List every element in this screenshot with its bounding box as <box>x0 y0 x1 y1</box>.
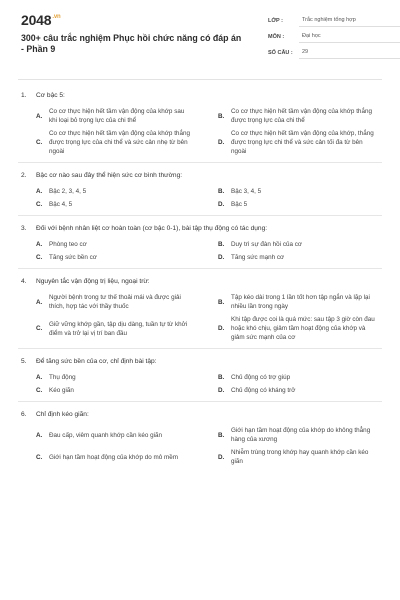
option-text: Co cơ thực hiện hết tầm vận động của khớp thắng được trọng lực của chi thể <box>231 108 372 124</box>
option-list <box>18 105 382 158</box>
question-head <box>18 171 382 180</box>
meta-value: 29 <box>299 49 400 59</box>
option-text: Tăng sức bền cơ <box>49 254 97 261</box>
option-c[interactable] <box>18 446 200 468</box>
option-text: Kéo giãn <box>49 387 74 394</box>
question-text: Chỉ định kéo giãn: <box>36 411 89 418</box>
option-text: Khi tập được coi là quá mức: sau tập 3 giờ còn đau hoặc khó chịu, giảm tầm hoạt động của khớp và giảm sức mạnh của cơ <box>231 316 375 341</box>
meta-row-subject <box>268 27 400 43</box>
option-c[interactable] <box>18 198 200 211</box>
question-head <box>18 224 382 233</box>
option-text: Bậc 5 <box>231 201 248 208</box>
question-number: 1. <box>21 92 27 99</box>
option-letter: A. <box>36 241 43 248</box>
question-3 <box>18 216 382 269</box>
question-number: 5. <box>21 358 27 365</box>
option-a[interactable] <box>18 105 200 127</box>
option-b[interactable] <box>200 105 382 127</box>
option-text: Bậc 3, 4, 5 <box>231 188 262 195</box>
option-text: Giới hạn tầm hoạt động của khớp do không thẳng hàng của xương <box>231 427 371 443</box>
question-head <box>18 410 382 419</box>
question-head <box>18 357 382 366</box>
option-list <box>18 185 382 211</box>
meta-info <box>268 11 400 59</box>
option-text: Bậc 2, 3, 4, 5 <box>49 188 87 195</box>
option-b[interactable] <box>200 291 382 313</box>
question-4 <box>18 269 382 349</box>
meta-label: SỐ CÂU : <box>268 50 293 56</box>
option-d[interactable] <box>200 198 382 211</box>
option-c[interactable] <box>18 384 200 397</box>
option-d[interactable] <box>200 127 382 158</box>
option-text: Nhiễm trùng trong khớp hay quanh khớp cần kéo giãn <box>231 449 369 465</box>
logo-main: 2048 <box>21 12 52 28</box>
option-text: Phòng teo cơ <box>49 241 87 248</box>
option-list <box>18 371 382 397</box>
option-letter: B. <box>218 188 225 195</box>
option-letter: A. <box>36 431 43 439</box>
option-letter: B. <box>218 374 225 381</box>
option-letter: B. <box>218 241 225 248</box>
logo-suffix: .vn <box>52 14 61 20</box>
option-text: Duy trì sự đàn hồi của cơ <box>231 241 302 248</box>
option-list <box>18 424 382 468</box>
option-text: Chủ động có kháng trở <box>231 387 296 394</box>
option-letter: B. <box>218 112 225 120</box>
option-letter: B. <box>218 431 225 439</box>
option-text: Đau cấp, viêm quanh khớp cần kéo giãn <box>49 431 162 439</box>
option-letter: D. <box>218 453 225 461</box>
question-number: 3. <box>21 225 27 232</box>
option-letter: B. <box>218 298 225 306</box>
meta-value: Đại học <box>299 33 400 43</box>
option-text: Co cơ thực hiện hết tầm vận động của khớp, thắng được trọng lực chi thể và sức cản tối đa từ bên ngoài <box>231 130 374 155</box>
option-a[interactable] <box>18 291 200 313</box>
option-letter: C. <box>36 254 43 261</box>
option-c[interactable] <box>18 251 200 264</box>
question-head <box>18 91 382 100</box>
question-text: Bậc cơ nào sau đây thể hiện sức cơ bình thường: <box>36 172 183 179</box>
option-d[interactable] <box>200 384 382 397</box>
option-text: Co cơ thực hiện hết tầm vận động của khớp thắng được trọng lực của chi thể và sức cản nhẹ từ bên ngoài <box>49 130 190 155</box>
option-b[interactable] <box>200 238 382 251</box>
option-text: Chủ động có trợ giúp <box>231 374 291 381</box>
option-letter: D. <box>218 325 225 332</box>
document-title: 300+ câu trắc nghiệm Phục hồi chức năng có đáp án - Phần 9 <box>21 33 242 54</box>
option-c[interactable] <box>18 313 200 344</box>
meta-label: MÔN : <box>268 34 285 40</box>
question-6 <box>18 402 382 472</box>
question-5 <box>18 349 382 402</box>
option-letter: D. <box>218 254 225 261</box>
option-text: Thụ động <box>49 374 76 381</box>
option-text: Người bệnh trong tư thế thoải mái và được giải thích, hợp tác với thầy thuốc <box>49 294 181 310</box>
option-letter: A. <box>36 188 43 195</box>
option-a[interactable] <box>18 371 200 384</box>
option-d[interactable] <box>200 251 382 264</box>
option-letter: A. <box>36 374 43 381</box>
meta-label: LỚP : <box>268 18 283 24</box>
question-text: Để tăng sức bền của cơ, chỉ định bài tập: <box>36 358 157 365</box>
option-c[interactable] <box>18 127 200 158</box>
option-text: Tăng sức mạnh cơ <box>231 254 285 261</box>
option-b[interactable] <box>200 371 382 384</box>
option-a[interactable] <box>18 238 200 251</box>
option-letter: A. <box>36 298 43 306</box>
meta-value: Trắc nghiệm tổng hợp <box>299 17 400 27</box>
option-text: Tập kéo dài trong 1 lần tốt hơn tập ngắn và lặp lại nhiều lần trong ngày <box>231 294 370 310</box>
option-text: Giới hạn tầm hoạt động của khớp do mô mềm <box>49 453 179 461</box>
question-list <box>18 80 382 472</box>
option-letter: C. <box>36 453 43 461</box>
document-header <box>18 0 382 80</box>
option-letter: D. <box>218 201 225 208</box>
option-b[interactable] <box>200 185 382 198</box>
option-letter: C. <box>36 325 43 332</box>
option-text: Co cơ thực hiện hết tầm vận động của khớp sau khi loại bỏ trọng lực của chi thể <box>49 108 185 124</box>
question-2 <box>18 163 382 216</box>
question-number: 4. <box>21 278 27 285</box>
question-number: 2. <box>21 172 27 179</box>
site-logo[interactable] <box>21 12 60 28</box>
question-head <box>18 277 382 286</box>
question-text: Cơ bậc 5: <box>36 92 65 99</box>
question-text: Đối với bệnh nhân liệt cơ hoàn toàn (cơ bậc 0-1), bài tập thụ động có tác dụng: <box>36 225 268 232</box>
option-list <box>18 291 382 344</box>
option-d[interactable] <box>200 446 382 468</box>
option-list <box>18 238 382 264</box>
meta-row-class <box>268 11 400 27</box>
question-number: 6. <box>21 411 27 418</box>
option-letter: C. <box>36 139 43 146</box>
question-text: Nguyên tắc vận động trị liệu, ngoại trừ: <box>36 278 150 285</box>
option-text: Giữ vững khớp gần, tập dịu dàng, tuần tự từ khởi điểm và trở lại vị trí ban đầu <box>49 320 188 337</box>
option-b[interactable] <box>200 424 382 446</box>
option-letter: C. <box>36 201 43 208</box>
option-letter: D. <box>218 139 225 146</box>
question-1 <box>18 83 382 163</box>
meta-row-count <box>268 43 400 59</box>
option-letter: C. <box>36 387 43 394</box>
option-d[interactable] <box>200 313 382 344</box>
option-a[interactable] <box>18 424 200 446</box>
option-a[interactable] <box>18 185 200 198</box>
option-letter: D. <box>218 387 225 394</box>
option-letter: A. <box>36 112 43 120</box>
option-text: Bậc 4, 5 <box>49 201 73 208</box>
